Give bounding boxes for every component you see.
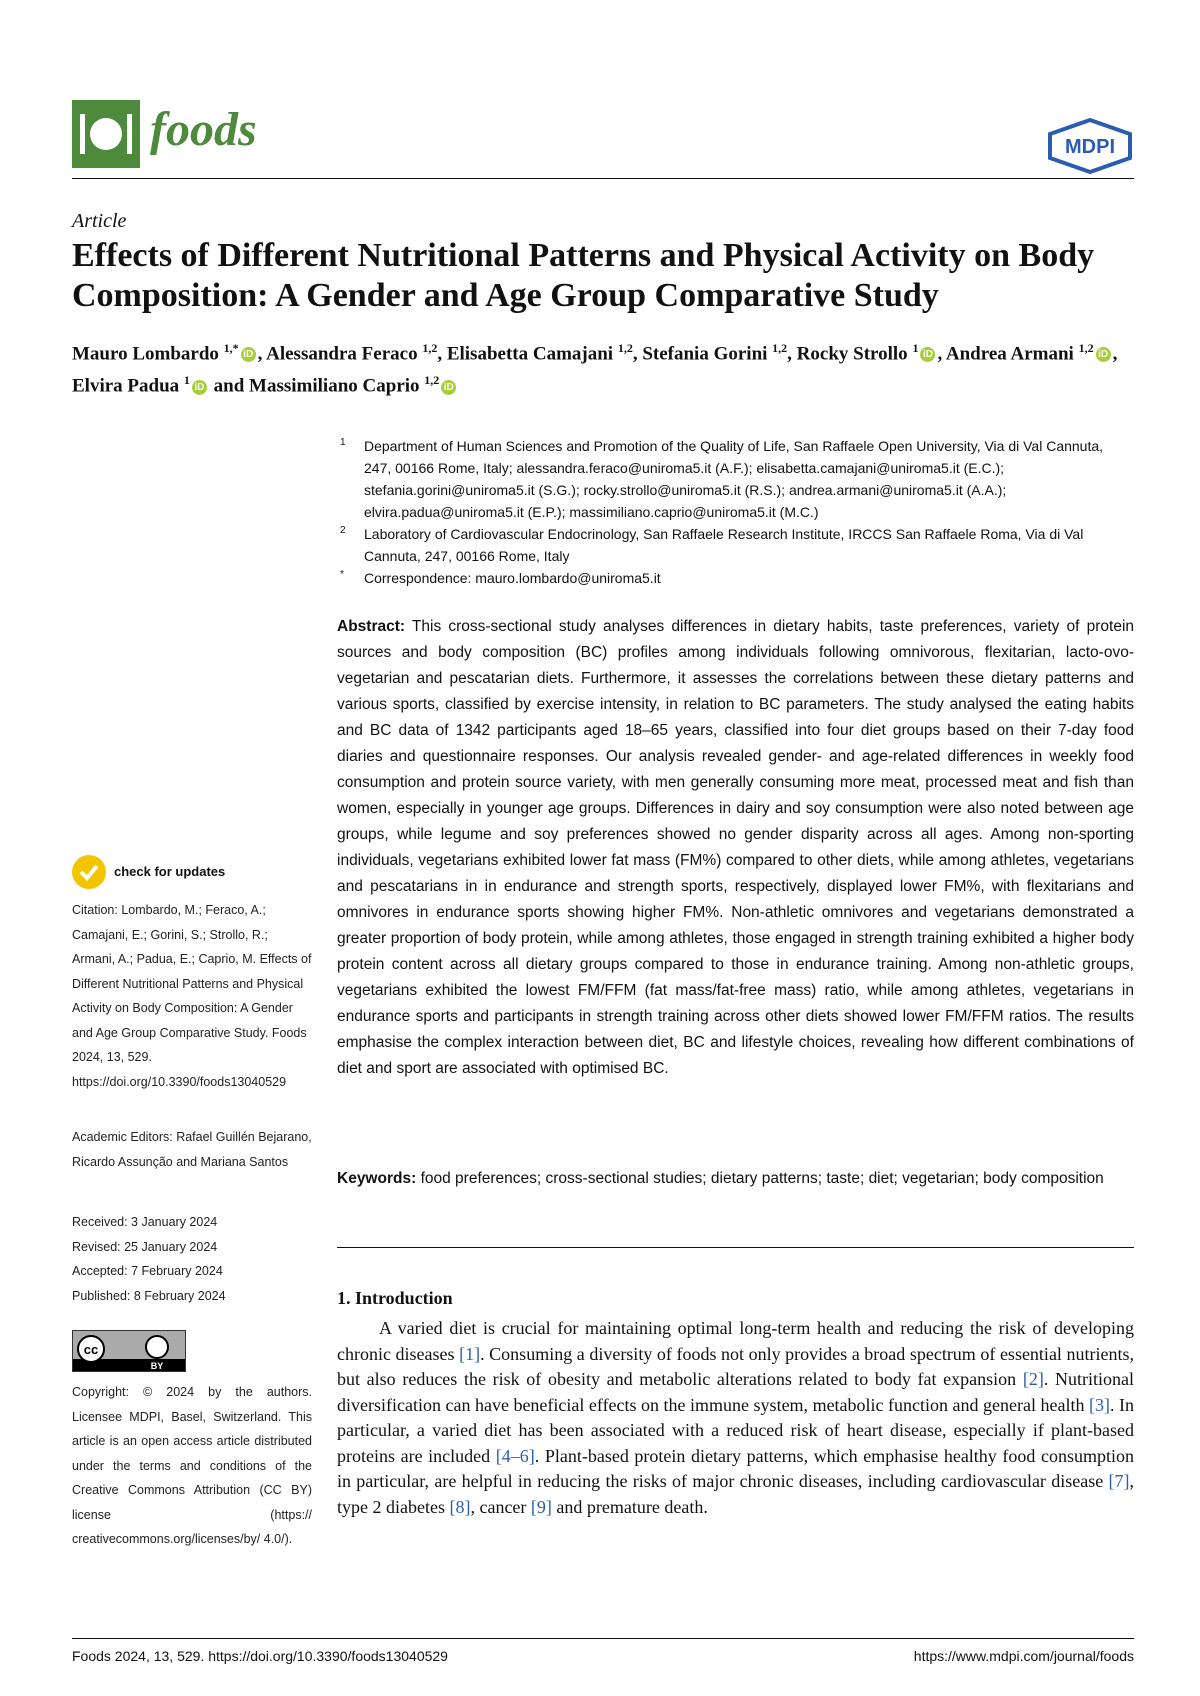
author-name: Stefania Gorini bbox=[642, 343, 773, 365]
citation-link[interactable]: [9] bbox=[530, 1496, 552, 1517]
intro-text-run: . Nutritional diversification can have beneficial effects on the immune system, metabolic function and general health bbox=[337, 1369, 1134, 1415]
cc-by-license-icon[interactable] bbox=[72, 1330, 186, 1372]
affiliation-number: 1 bbox=[340, 437, 346, 448]
citation-link[interactable]: [2] bbox=[1022, 1369, 1044, 1389]
author-affiliation-sup: 1,2 bbox=[422, 341, 438, 355]
intro-text-run: . Plant-based protein dietary patterns, which emphasise healthy food consumption in particular, are helpful in reducing the risks of major chronic diseases, including cardiovascular disease bbox=[337, 1445, 1134, 1491]
intro-text-run: . In particular, a varied diet has been associated with a reduced risk of heart disease, especially if plant-based proteins are included bbox=[337, 1394, 1135, 1466]
date-line: Revised: 25 January 2024 bbox=[72, 1239, 218, 1254]
date-line: Published: 8 February 2024 bbox=[72, 1288, 226, 1303]
orcid-icon[interactable]: iD bbox=[1096, 347, 1111, 362]
date-line: Received: 3 January 2024 bbox=[72, 1215, 218, 1229]
publication-dates bbox=[72, 1210, 312, 1308]
citation-link[interactable]: [4–6] bbox=[495, 1445, 535, 1466]
abstract-label: Abstract: bbox=[337, 618, 406, 635]
author-affiliation-sup: 1,2 bbox=[617, 341, 633, 355]
author-name: Elvira Padua bbox=[72, 375, 184, 397]
date-line: Accepted: 7 February 2024 bbox=[72, 1264, 223, 1278]
footer-rule bbox=[72, 1638, 1134, 1639]
intro-text-run: A varied diet is crucial for maintaining optimal long-term health and reducing the risk of developing chronic diseases bbox=[337, 1318, 1134, 1364]
intro-text-run: and premature death. bbox=[551, 1496, 708, 1517]
author-name: Mauro Lombardo bbox=[72, 343, 224, 365]
intro-paragraph bbox=[337, 1316, 1134, 1520]
affiliation-item bbox=[334, 567, 1134, 589]
affiliation-text: Correspondence: mauro.lombardo@uniroma5.it bbox=[364, 570, 661, 586]
citation: Citation: Lombardo, M.; Feraco, A.; Camajani, E.; Gorini, S.; Strollo, R.; Armani, A.; Padua, E.; Caprio, M. Effects of Different Nutritional Patterns and Physical Activity on Body Composition: A Gender and Age Group Comparative Study. Foods 2024, 13, 529. https://doi.org/10.3390/foods13040529 bbox=[72, 903, 312, 1089]
article-type: Article bbox=[72, 210, 127, 232]
checkmark-icon bbox=[72, 855, 106, 889]
svg-text:BY: BY bbox=[150, 1361, 164, 1371]
author-list: Mauro Lombardo $^{1,*}$ iD , Alessandra Feraco $^{1,2}$, Elisabetta Camajani $^{1,2}$, Stefania Gorini $^{1,2}$, Rocky Strollo $^1$ iD , Andrea Armani $^{1,2}$ iD , Elvira Padua $^1$ iD and Massimiliano Caprio $^{1,2}$ iD bbox=[72, 341, 1118, 397]
intro-text-run: , type 2 diabetes bbox=[337, 1471, 1134, 1517]
section-rule bbox=[337, 1247, 1134, 1248]
journal-logo-icon bbox=[72, 100, 140, 168]
orcid-icon[interactable]: iD bbox=[192, 380, 207, 395]
citation-link[interactable]: [1] bbox=[459, 1343, 481, 1364]
orcid-icon[interactable]: iD bbox=[441, 380, 456, 395]
citation-link[interactable]: [8] bbox=[449, 1496, 471, 1517]
affiliation-text: Department of Human Sciences and Promotion of the Quality of Life, San Raffaele Open University, Via di Val Cannuta, 247, 00166 Rome, Italy; alessandra.feraco@uniroma5.it (A.F.); elisabetta.camajani@uniroma5.it (E.C.); stefania.gorini@uniroma5.it (S.G.); rocky.strollo@uniroma5.it (R.S.); andrea.armani@uniroma5.it (A.A.); elvira.padua@uniroma5.it (E.P.); massimiliano.caprio@uniroma5.it (M.C.) bbox=[364, 438, 1104, 520]
author-name: Rocky Strollo bbox=[796, 343, 913, 365]
svg-text:MDPI: MDPI bbox=[1065, 136, 1115, 158]
author-name: Elisabetta Camajani bbox=[446, 343, 618, 365]
copyright-notice: Copyright: © 2024 by the authors. Licensee MDPI, Basel, Switzerland. This article is an open access article distributed under the terms and conditions of the Creative Commons Attribution (CC BY) license (https:// creativecommons.org/licenses/by/ 4.0/). bbox=[72, 1385, 312, 1546]
check-for-updates-button[interactable] bbox=[72, 855, 225, 889]
author-affiliation-sup: 1,2 bbox=[1078, 341, 1094, 355]
affiliation-item bbox=[334, 435, 1134, 523]
intro-text-run: , cancer bbox=[470, 1496, 531, 1517]
affiliation-item bbox=[334, 523, 1134, 567]
orcid-icon[interactable]: iD bbox=[241, 347, 256, 362]
author-affiliation-sup: 1,* bbox=[223, 341, 239, 355]
intro-heading: 1. Introduction bbox=[337, 1288, 453, 1308]
author-affiliation-sup: 1 bbox=[183, 373, 190, 388]
keywords-label: Keywords: bbox=[337, 1170, 417, 1187]
author-name: Massimiliano Caprio bbox=[249, 375, 425, 397]
abstract-text: This cross-sectional study analyses differences in dietary habits, taste preferences, variety of protein sources and body composition (BC) profiles among individuals following omnivorous, flexitarian, lacto-ovo-vegetarian and pescatarian diets. Furthermore, it assesses the correlations between these dietary patterns and various sports, classified by exercise intensity, in relation to BC parameters. The study analysed the eating habits and BC data of 1342 participants aged 18–65 years, classified into four diet groups based on their 7-day food diaries and questionnaire responses. Our analysis revealed gender- and age-related differences in weekly food consumption and protein source variety, with men generally consuming more meat, processed meat and fish than women, especially in younger age groups. Differences in dairy and soy consumption were also noted between age groups, while legume and soy preferences showed no gender disparity across all ages. Among non-sporting individuals, vegetarians exhibited lower fat mass (FM%) compared to other diets, while among athletes, vegetarians and pescatarians in in endurance and strength sports, respectively, displayed lower FM%, with flexitarians and omnivores in endurance sports showing higher FM%. Non-athletic omnivores and vegetarians demonstrated a greater proportion of body protein, while among athletes, those engaged in strength training exhibited a higher body protein content across all dietary groups compared to those in endurance training. Among non-athletic groups, vegetarians exhibited the lowest FM/FFM (fat mass/fat-free mass) ratio, while among athletes, vegetarians in endurance sports and participants in strength training across other diets showed lower FM/FFM ratios. The results emphasise the complex interaction between diet, BC and lifestyle choices, revealing how different combinations of diet and sport are associated with optimised BC. bbox=[337, 618, 1135, 1077]
author-name: Alessandra Feraco bbox=[266, 343, 423, 365]
journal-name: foods bbox=[150, 103, 257, 156]
header-rule bbox=[72, 178, 1134, 179]
citation-link[interactable]: [3] bbox=[1089, 1394, 1110, 1415]
affiliation-number: 2 bbox=[340, 525, 346, 536]
footer-journal-link[interactable]: https://www.mdpi.com/journal/foods bbox=[913, 1648, 1134, 1664]
affiliation-text: Laboratory of Cardiovascular Endocrinology, San Raffaele Research Institute, IRCCS San Raffaele Roma, Via di Val Cannuta, 247, 00166 Rome, Italy bbox=[364, 526, 1084, 564]
orcid-icon[interactable]: iD bbox=[920, 347, 935, 362]
mdpi-logo-icon bbox=[1046, 118, 1134, 174]
academic-editors: Academic Editors: Rafael Guillén Bejarano, Ricardo Assunção and Mariana Santos bbox=[72, 1130, 312, 1169]
paper-title: Effects of Different Nutritional Patterns and Physical Activity on Body Composition: A Gender and Age Group Comparative Study bbox=[72, 237, 1095, 314]
footer-citation: Foods 2024, 13, 529. https://doi.org/10.3390/foods13040529 bbox=[72, 1648, 448, 1664]
affiliations bbox=[334, 435, 1134, 589]
author-affiliation-sup: 1,2 bbox=[772, 341, 788, 355]
author-affiliation-sup: 1,2 bbox=[424, 373, 440, 388]
affiliation-number: * bbox=[340, 569, 344, 580]
intro-text-run: . Consuming a diversity of foods not only provides a broad spectrum of essential nutrients, but also reduces the risk of obesity and metabolic alterations related to body fat expansion bbox=[337, 1343, 1134, 1389]
author-affiliation-sup: 1 bbox=[912, 341, 919, 355]
svg-text:cc: cc bbox=[83, 1342, 99, 1357]
author-name: Andrea Armani bbox=[945, 343, 1079, 365]
abstract bbox=[337, 614, 1134, 1082]
citation-link[interactable]: [7] bbox=[1108, 1471, 1130, 1491]
keywords bbox=[337, 1166, 1134, 1192]
check-for-updates-label: check for updates bbox=[114, 864, 226, 879]
keywords-text: food preferences; cross-sectional studies; dietary patterns; taste; diet; vegetarian; body composition bbox=[420, 1170, 1104, 1187]
